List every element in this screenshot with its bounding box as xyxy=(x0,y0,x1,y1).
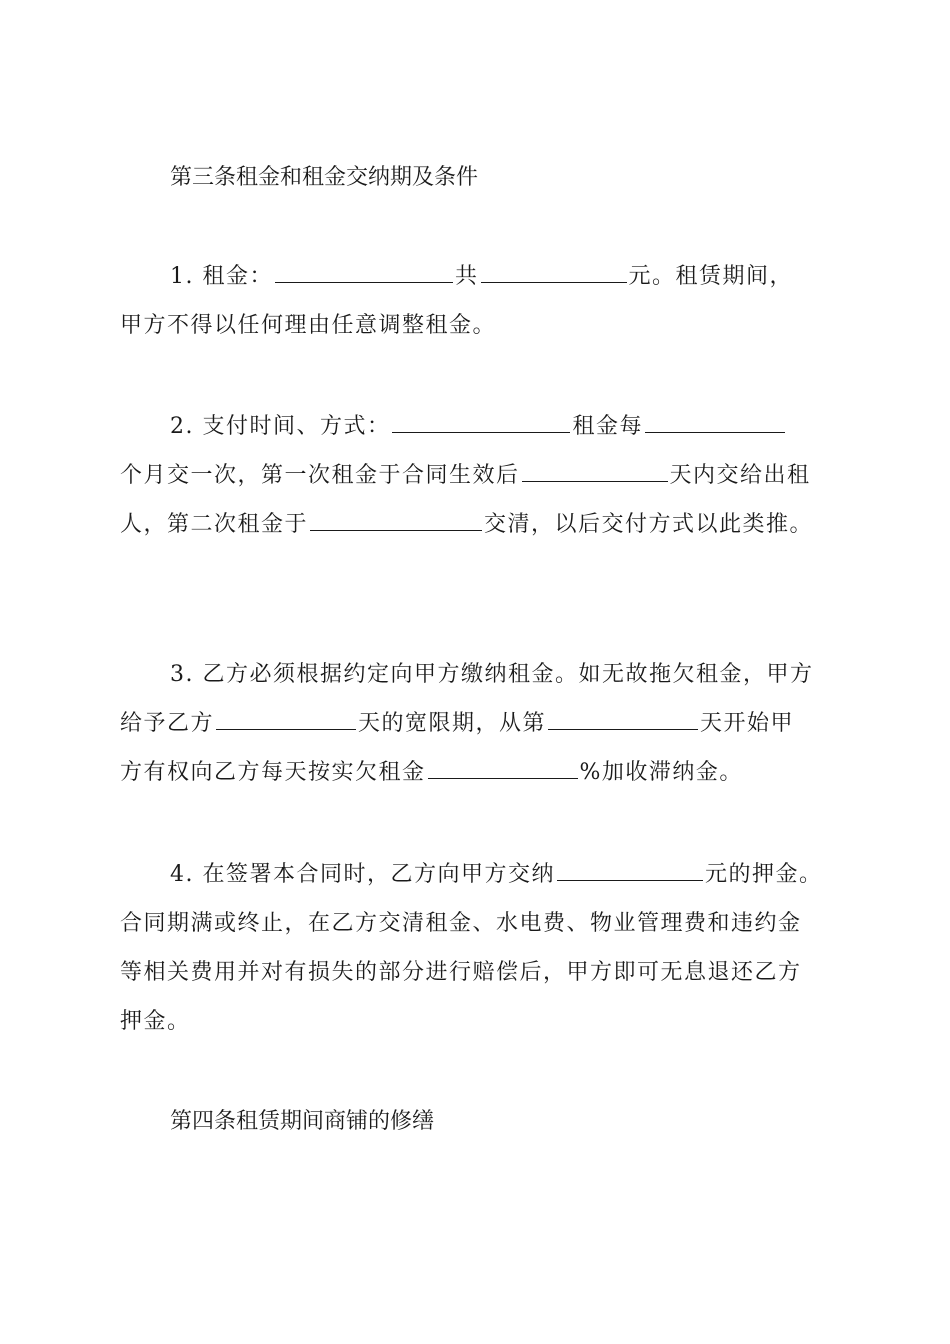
item-2-text-b: 租金每 xyxy=(572,414,643,439)
item-3-line-1: 3. 乙方必须根据约定向甲方缴纳租金。如无故拖欠租金，甲方 xyxy=(170,662,814,687)
item-4-paragraph xyxy=(120,850,832,1046)
item-4-line-3: 等相关费用并对有损失的部分进行赔偿后，甲方即可无息退还乙方 xyxy=(120,960,802,985)
rent-total-blank xyxy=(481,264,627,283)
item-1-line-1 xyxy=(120,252,832,301)
item-2-text-f: 交清，以后交付方式以此类推。 xyxy=(484,512,814,537)
item-1-line-2: 甲方不得以任何理由任意调整租金。 xyxy=(120,313,497,338)
payment-interval-blank xyxy=(645,414,785,433)
item-2-text-d: 天内交给出租 xyxy=(669,463,811,488)
item-3-text-a: 给予乙方 xyxy=(120,711,215,736)
item-1-text-c: 元。租赁期间， xyxy=(628,264,794,289)
item-3-text-b: 天的宽限期，从第 xyxy=(358,711,547,736)
first-payment-days-blank xyxy=(522,463,668,482)
item-2-line-2 xyxy=(120,451,832,500)
item-4-line-1 xyxy=(120,850,832,899)
item-2-text-a: 2. 支付时间、方式： xyxy=(170,414,391,439)
second-payment-date-blank xyxy=(310,512,482,531)
item-3-line-2 xyxy=(120,699,832,748)
item-2-line-3 xyxy=(120,500,832,549)
item-3-line-3 xyxy=(120,748,832,797)
payment-method-blank xyxy=(392,414,570,433)
item-4-line-2: 合同期满或终止，在乙方交清租金、水电费、物业管理费和违约金 xyxy=(120,911,802,936)
item-2-paragraph xyxy=(120,402,832,549)
item-3-text-c: 天开始甲 xyxy=(700,711,795,736)
late-fee-percent-blank xyxy=(428,760,578,779)
item-2-text-c: 个月交一次，第一次租金于合同生效后 xyxy=(120,463,520,488)
penalty-start-day-blank xyxy=(548,711,698,730)
section-3-heading: 第三条租金和租金交纳期及条件 xyxy=(170,165,479,190)
item-3-text-e: %加收滞纳金。 xyxy=(579,760,743,785)
item-4-line-4: 押金。 xyxy=(120,1009,191,1034)
item-2-text-e: 人，第二次租金于 xyxy=(120,512,309,537)
item-4-text-a: 4. 在签署本合同时，乙方向甲方交纳 xyxy=(170,862,555,887)
grace-period-blank xyxy=(216,711,356,730)
item-1-text-a: 1. 租金： xyxy=(170,264,273,289)
deposit-amount-blank xyxy=(557,862,703,881)
item-4-text-b: 元的押金。 xyxy=(705,862,823,887)
section-4-heading: 第四条租赁期间商铺的修缮 xyxy=(170,1109,435,1134)
item-3-text-d: 方有权向乙方每天按实欠租金 xyxy=(120,760,426,785)
item-2-line-1 xyxy=(120,402,832,451)
rent-blank xyxy=(275,264,453,283)
item-3-paragraph xyxy=(120,650,832,797)
item-1-text-b: 共 xyxy=(454,264,479,289)
item-1-paragraph xyxy=(120,252,832,350)
